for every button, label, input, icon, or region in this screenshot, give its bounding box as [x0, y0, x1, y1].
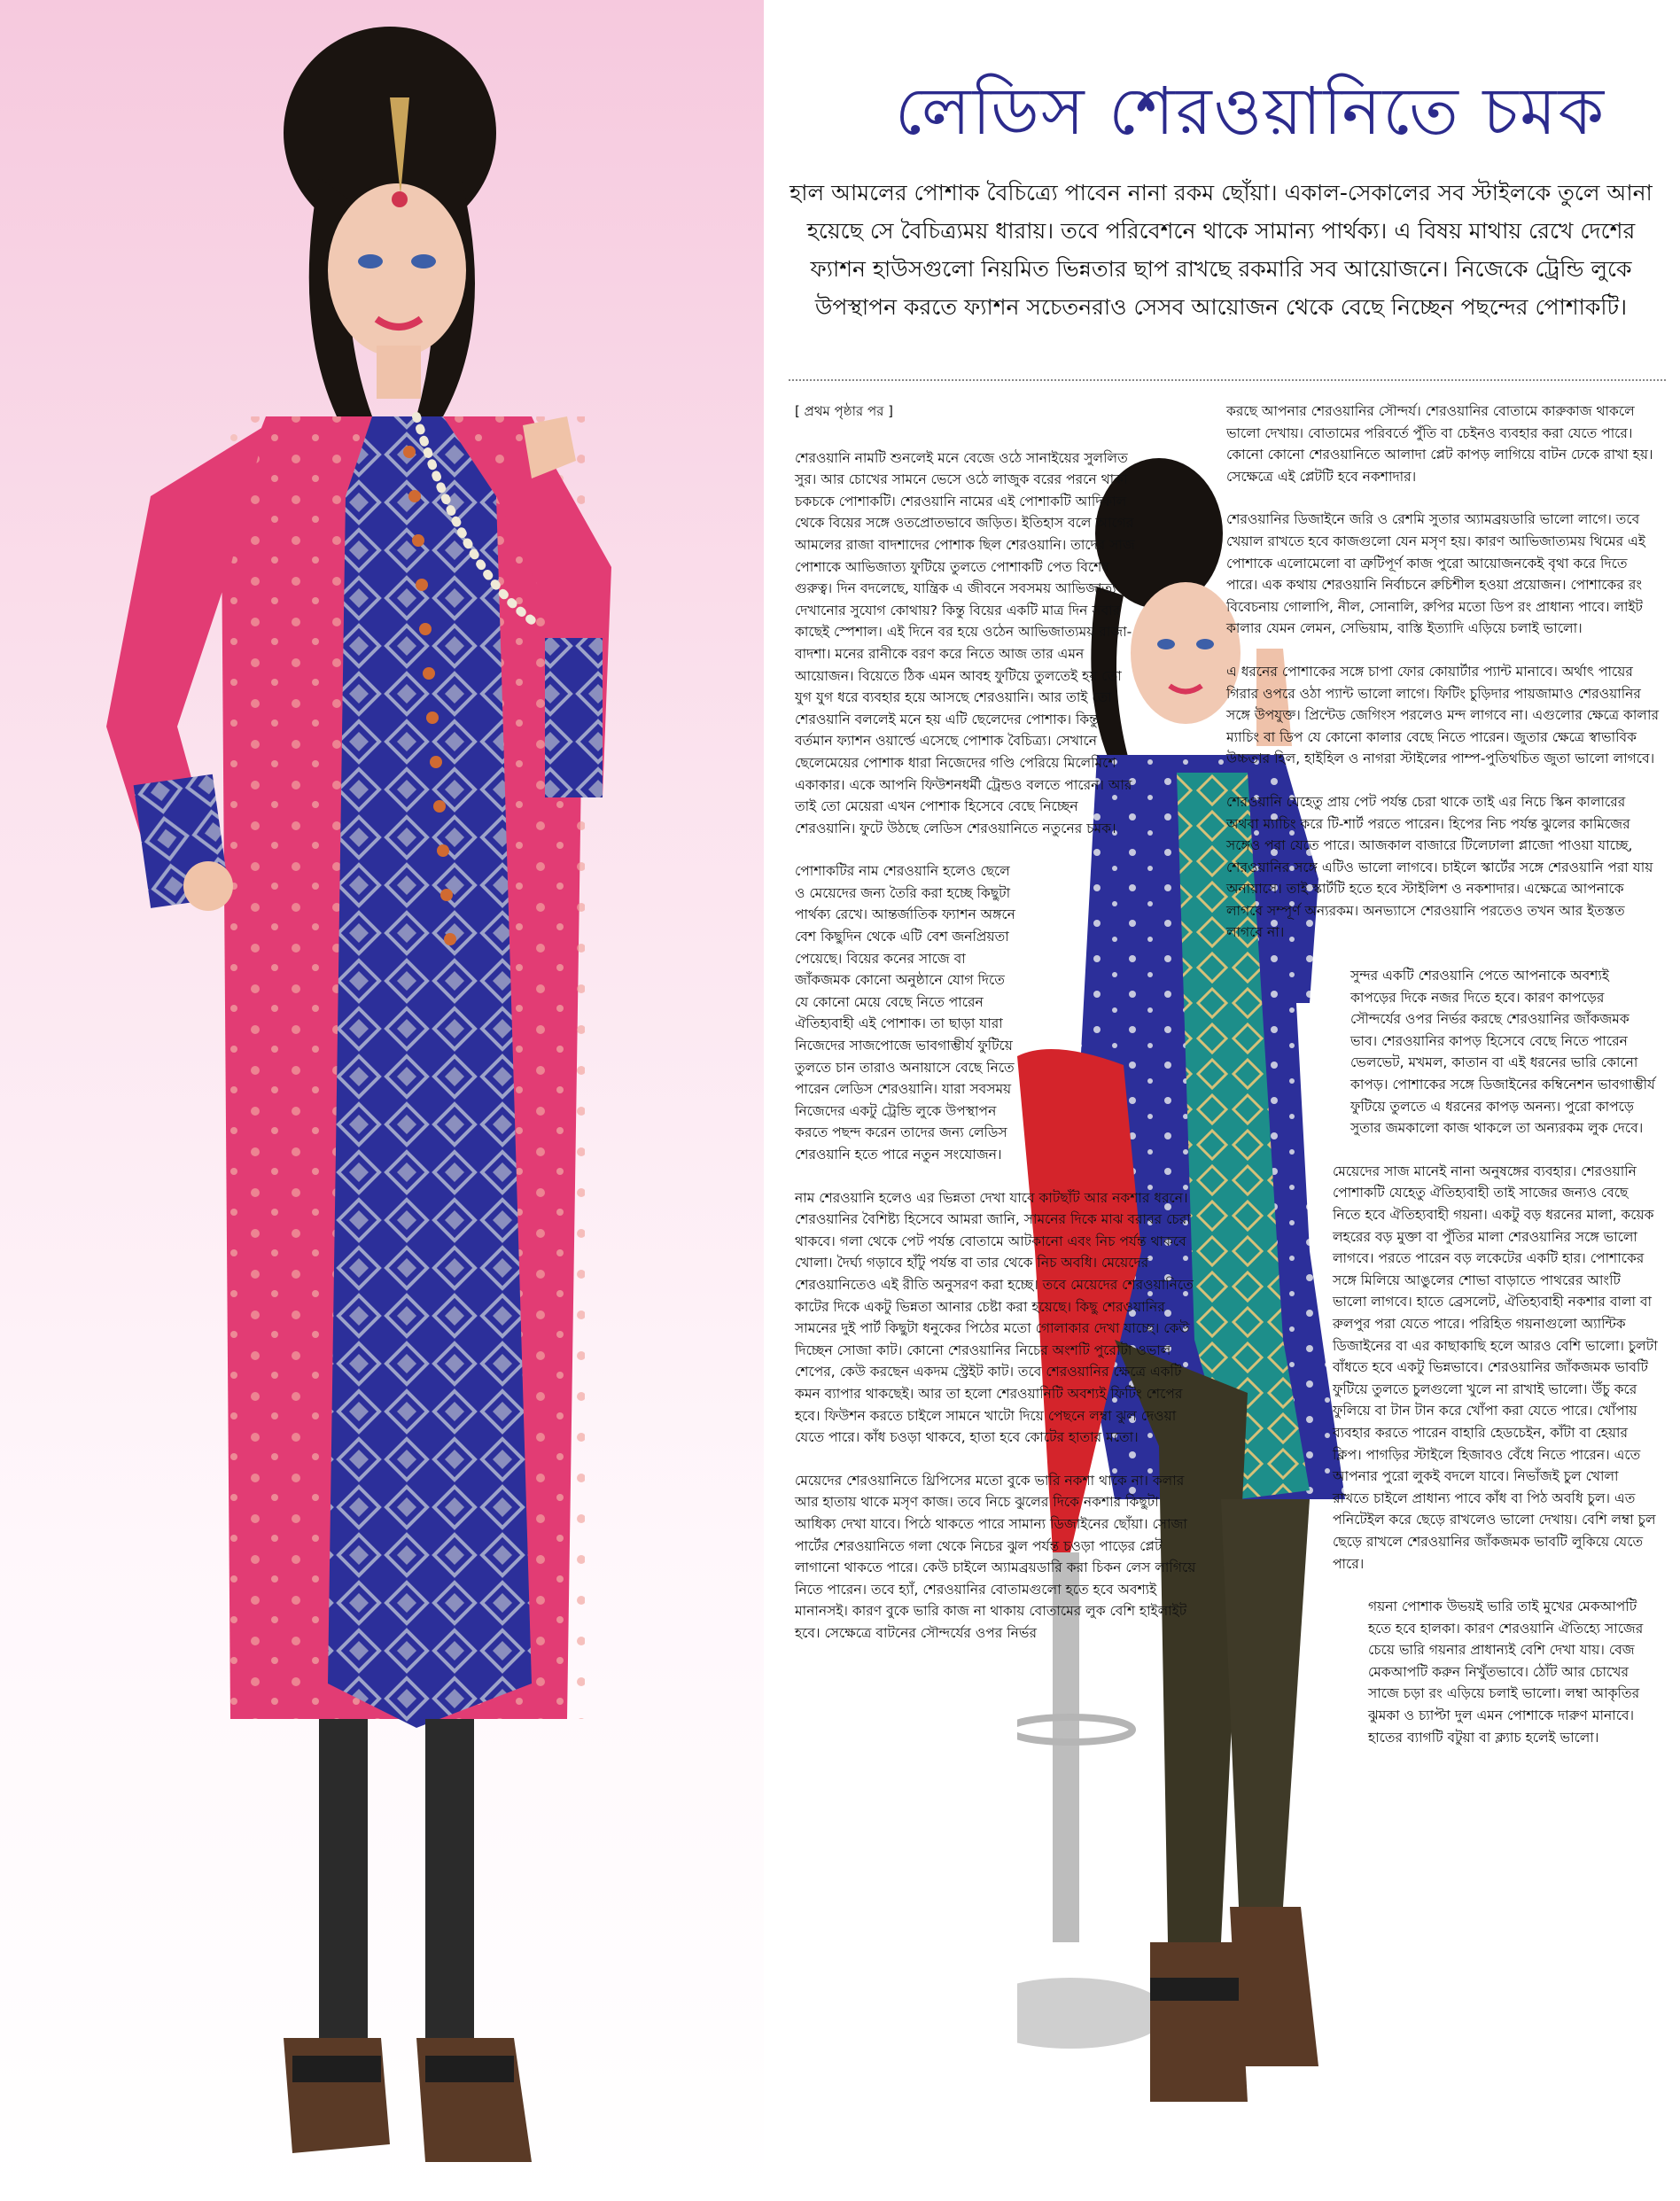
- right-paragraph: মেয়েদের সাজ মানেই নানা অনুষঙ্গের ব্যবহার। শেরওয়ানি পোশাকটি যেহেতু ঐতিহ্যবাহী তাই সাজের জন্যও বেছে নিতে হবে ঐতিহ্যবাহী গয়না। একটু বড় ধরনের মালা, কয়েক লহরের বড় মুক্তা বা পুঁতির মালা শেরওয়ানির সঙ্গে ভালো লাগবে। পরতে পারেন বড় লকেটের একটি হার। পোশাকের সঙ্গে মিলিয়ে আঙুলের শোভা বাড়াতে পাথরের আংটি ভালো লাগবে। হাতে ব্রেসলেট, ঐতিহ্যবাহী নকশার বালা বা রুলপুর পরা যেতে পারে। পরিহিত গয়নাগুলো অ্যান্টিক ডিজাইনের বা এর কাছাকাছি হলে আরও বেশি ভালো। চুলটা বাঁধতে হবে একটু ভিন্নভাবে। শেরওয়ানির জাঁকজমক ভাবটি ফুটিয়ে তুলতে চুলগুলো খুলে না রাখাই ভালো। উঁচু করে ফুলিয়ে বা টান টান করে খোঁপা করা যেতে পারে। খোঁপায় ব্যবহার করতে পারেন বাহারি হেডচেইন, কাঁটা বা হেয়ার ক্লিপ। পাগড়ির স্টাইলে হিজাবও বেঁধে নিতে পারেন। এতে আপনার পুরো লুকই বদলে যাবে। নিভাঁজই চুল খোলা রাখতে চাইলে প্রাধান্য পাবে কাঁধ বা পিঠ অবধি চুল। এত পনিটেইল করে ছেড়ে রাখলেও ভালো দেখায়। বেশি লম্বা চুল ছেড়ে রাখলে শেরওয়ানির জাঁকজমক ভাবটি লুকিয়ে যেতে পারে।: [1333, 1163, 1658, 1572]
- left-paragraph: মেয়েদের শেরওয়ানিতে থ্রিপিসের মতো বুকে ভারি নকশা থাকে না। কলার আর হাতায় থাকে মসৃণ কাজ। তবে নিচে ঝুলের দিকে নকশার কিছুটা আধিক্য দেখা যাবে। পিঠে থাকতে পারে সামান্য ডিজাইনের ছোঁয়া। সোজা পার্টের শেরওয়ানিতে গলা থেকে নিচের ঝুল পর্যন্ত চওড়া পাড়ের প্লেট লাগানো থাকতে পারে। কেউ চাইলে অ্যামব্রয়ডারি করা চিকন লেস লাগিয়ে নিতে পারেন। তবে হ্যাঁ, শেরওয়ানির বোতামগুলো হতে হবে অবশ্যই মানানসই। কারণ বুকে ভারি কাজ না থাকায় বোতামের লুক বেশি হাইলাইট হবে। সেক্ষেত্রে বাটনের সৌন্দর্যের ওপর নির্ভর: [795, 1472, 1196, 1641]
- right-paragraph: গয়না পোশাক উভয়ই ভারি তাই মুখের মেকআপটি হতে হবে হালকা। কারণ শেরওয়ানি ঐতিহ্যে সাজের চেয়ে ভারি গয়নার প্রাধান্যই বেশি দেখা যায়। বেজ মেকআপটি করুন নিখুঁতভাবে। ঠোঁট আর চোখের সাজে চড়া রং এড়িয়ে চলাই ভালো। লম্বা আকৃতির ঝুমকা ও চ্যাপ্টা দুল এমন পোশাকে দারুণ মানাবে। হাতের ব্যাগটি বটুয়া বা ক্ল্যাচ হলেই ভালো।: [1368, 1598, 1644, 1746]
- article-column-left: [795, 401, 1196, 1665]
- continued-tag: [ প্রথম পৃষ্ঠার পর ]: [795, 403, 894, 419]
- left-paragraph: শেরওয়ানি নামটি শুনলেই মনে বেজে ওঠে সানাইয়ের সুললিত সুর। আর চোখের সামনে ভেসে ওঠে লাজুক বরের পরনে থাকা চকচকে পোশাকটি। শেরওয়ানি নামের এই পোশাকটি আদিকাল থেকে বিয়ের সঙ্গে ওতপ্রোতভাবে জড়িত। ইতিহাস বলে আগের আমলের রাজা বাদশাদের পোশাক ছিল শেরওয়ানি। তাদের সাজ পোশাকে আভিজাত্য ফুটিয়ে তুলতে পোশাকটি পেত বিশেষ গুরুত্ব। দিন বদলেছে, যান্ত্রিক এ জীবনে সবসময় আভিজাত্য দেখানোর সুযোগ কোথায়? কিন্তু বিয়ের একটি মাত্র দিন সবার কাছেই স্পেশাল। এই দিনে বর হয়ে ওঠেন আভিজাত্যময় রাজা-বাদশা। মনের রানীকে বরণ করে নিতে আজ তার এমন আয়োজন। বিয়েতে ঠিক এমন আবহ ফুটিয়ে তুলতেই হয় তো যুগ যুগ ধরে ব্যবহার হয়ে আসছে শেরওয়ানি। আর তাই তো শেরওয়ানি বললেই মনে হয় এটি ছেলেদের পোশাক। কিন্তু বর্তমান ফ্যাশন ওয়ার্ল্ডে এসেছে পোশাক বৈচিত্র্য। সেখানে ছেলেমেয়ের পোশাক ধারা নিজেদের গণ্ডি পেরিয়ে মিলেমিশে একাকার। একে আপনি ফিউশনধর্মী ট্রেন্ডও বলতে পারেন। আর তাই তো মেয়েরা এখন পোশাক হিসেবে বেছে নিচ্ছেন শেরওয়ানি। ফুটে উঠছে লেডিস শেরওয়ানিতে নতুনের চমক।: [795, 449, 1135, 836]
- article-intro: হাল আমলের পোশাক বৈচিত্র্যে পাবেন নানা রকম ছোঁয়া। একাল-সেকালের সব স্টাইলকে তুলে আনা হয়েছে সে বৈচিত্র্যময় ধারায়। তবে পরিবেশনে থাকে সামান্য পার্থক্য। এ বিষয় মাথায় রেখে দেশের ফ্যাশন হাউসগুলো নিয়মিত ভিন্নতার ছাপ রাখছে রকমারি সব আয়োজনে। নিজেকে ট্রেন্ডি লুকে উপস্থাপন করতে ফ্যাশন সচেতনরাও সেসব আয়োজন থেকে বেছে নিচ্ছেন পছন্দের পোশাকটি।: [789, 180, 1653, 320]
- left-photo-panel: [0, 0, 764, 2201]
- left-paragraph: পোশাকটির নাম শেরওয়ানি হলেও ছেলে ও মেয়েদের জন্য তৈরি করা হচ্ছে কিছুটা পার্থক্য রেখে। আন্তর্জাতিক ফ্যাশন অঙ্গনে বেশ কিছুদিন থেকে এটি বেশ জনপ্রিয়তা পেয়েছে। বিয়ের কনের সাজে বা জাঁকজমক কোনো অনুষ্ঠানে যোগ দিতে যে কোনো মেয়ে বেছে নিতে পারেন ঐতিহ্যবাহী এই পোশাক। তা ছাড়া যারা নিজেদের সাজপোজে ভাবগাম্ভীর্য ফুটিয়ে তুলতে চান তারাও অনায়াসে বেছে নিতে পারেন লেডিস শেরওয়ানি। যারা সবসময় নিজেদের একটু ট্রেন্ডি লুকে উপস্থাপন করতে পছন্দ করেন তাদের জন্য লেডিস শেরওয়ানি হতে পারে নতুন সংযোজন।: [795, 863, 1015, 1163]
- left-paragraph: নাম শেরওয়ানি হলেও এর ভিন্নতা দেখা যাবে কাটছাঁট আর নকশার ধরনে। শেরওয়ানির বৈশিষ্ট্য হিসেবে আমরা জানি, সামনের দিকে মাঝ বরাবর চেরা থাকবে। গলা থেকে পেট পর্যন্ত বোতামে আটকানো এবং নিচ পর্যন্ত থাকবে খোলা। দৈর্ঘ্য গড়াবে হাঁটু পর্যন্ত বা তার থেকে নিচ অবধি। মেয়েদের শেরওয়ানিতেও এই রীতি অনুসরণ করা হচ্ছে। তবে মেয়েদের শেরওয়ানিতে কাটের দিকে একটু ভিন্নতা আনার চেষ্টা করা হয়েছে। কিছু শেরওয়ানির সামনের দুই পার্ট কিছুটা ধনুকের পিঠের মতো গোলাকার দেখা যাচ্ছে। কেউ দিচ্ছেন সোজা কাট। কোনো শেরওয়ানির নিচের অংশটি পুরোটা ওভাল শেপের, কেউ করছেন একদম স্ট্রেইট কাট। তবে শেরওয়ানির ক্ষেত্রে একটি কমন ব্যাপার থাকছেই। আর তা হলো শেরওয়ানিটি অবশ্যই ফিটিং শেপের হবে। ফিউশন করতে চাইলে সামনে খাটো দিয়ে পেছনে লম্বা ঝুল দেওয়া যেতে পারে। কাঁধ চওড়া থাকবে, হাতা হবে কোটের হাতার মতো।: [795, 1189, 1194, 1446]
- dotted-divider: [789, 379, 1666, 381]
- right-paragraph: করছে আপনার শেরওয়ানির সৌন্দর্য। শেরওয়ানির বোতামে কারুকাজ থাকলে ভালো দেখায়। বোতামের পরিবর্তে পুঁতি বা চেইনও ব্যবহার করা যেতে পারে। কোনো কোনো শেরওয়ানিতে আলাদা প্লেট কাপড় লাগিয়ে বাটন ঢেকে রাখা হয়। সেক্ষেত্রে এই প্লেটটি হবে নকশাদার।: [1226, 403, 1653, 485]
- right-paragraph: এ ধরনের পোশাকের সঙ্গে চাপা ফোর কোয়ার্টার প্যান্ট মানাবে। অর্থাৎ পায়ের গিরার ওপরে ওঠা প্যান্ট ভালো লাগে। ফিটিং চুড়িদার পায়জামাও শেরওয়ানির সঙ্গে উপযুক্ত। প্রিন্টেড জেগিংস পরলেও মন্দ লাগবে না। এগুলোর ক্ষেত্রে কালার ম্যাচিং বা ডিপ যে কোনো কালার বেছে নিতে পারেন। জুতার ক্ষেত্রে স্বাভাবিক উচ্চতার হিল, হাইহিল ও নাগরা স্টাইলের পাম্প-পুতিথচিত জুতা ভালো লাগবে।: [1226, 663, 1659, 767]
- right-paragraph: সুন্দর একটি শেরওয়ানি পেতে আপনাকে অবশ্যই কাপড়ের দিকে নজর দিতে হবে। কারণ কাপড়ের সৌন্দর্যের ওপর নির্ভর করছে শেরওয়ানির জাঁকজমক ভাব। শেরওয়ানির কাপড় হিসেবে বেছে নিতে পারেন ভেলভেট, মখমল, কাতান বা এই ধরনের ভারি কোনো কাপড়। পোশাকের সঙ্গে ডিজাইনের কম্বিনেশন ভাবগাম্ভীর্য ফুটিয়ে তুলতে এ ধরনের কাপড় অনন্য। পুরো কাপড়ে সুতার জমকালো কাজ থাকলে তা অন্যরকম লুক দেবে।: [1350, 968, 1655, 1137]
- model-standing-photo: [0, 0, 764, 2201]
- article-title: লেডিস শেরওয়ানিতে চমক: [895, 74, 1606, 150]
- right-paragraph: শেরওয়ানি যেহেতু প্রায় পেট পর্যন্ত চেরা থাকে তাই এর নিচে স্কিন কালারের অথবা ম্যাচিং করে টি-শার্ট পরতে পারেন। হিপের নিচ পর্যন্ত ঝুলের কামিজের সঙ্গেও পরা যেতে পারে। আজকাল বাজারে টিলেঢালা প্লাজো পাওয়া যাচ্ছে, শেরওয়ানির সঙ্গে এটিও ভালো লাগবে। চাইলে স্কার্টের সঙ্গে শেরওয়ানি পরা যায় অনায়াসে। তাই স্কার্টটি হতে হবে স্টাইলিশ ও নকশাদার। এক্ষেত্রে আপনাকে লাগবে সম্পূর্ণ অন্যরকম। অনভ্যাসে শেরওয়ানি পরতেও তখন আর ইতস্তত লাগবে না।: [1226, 793, 1653, 941]
- right-paragraph: শেরওয়ানির ডিজাইনে জরি ও রেশমি সুতার অ্যামব্রয়ডারি ভালো লাগে। তবে খেয়াল রাখতে হবে কাজগুলো যেন মসৃণ হয়। কারণ আভিজাত্যময় থিমের এই পোশাকে এলোমেলো বা ত্রুটিপূর্ণ কাজ পুরো আয়োজনকেই বৃথা করে দিতে পারে। এক কথায় শেরওয়ানি নির্বাচনে রুচিশীল হওয়া প্রয়োজন। পোশাকের রং বিবেচনায় গোলাপি, নীল, সোনালি, রুপির মতো ডিপ রং প্রাধান্য পাবে। লাইট কালার যেমন লেমন, সেভিয়াম, বাস্তি ইত্যাদি এড়িয়ে চলাই ভালো।: [1226, 511, 1645, 637]
- article-column-right: [1226, 401, 1659, 1769]
